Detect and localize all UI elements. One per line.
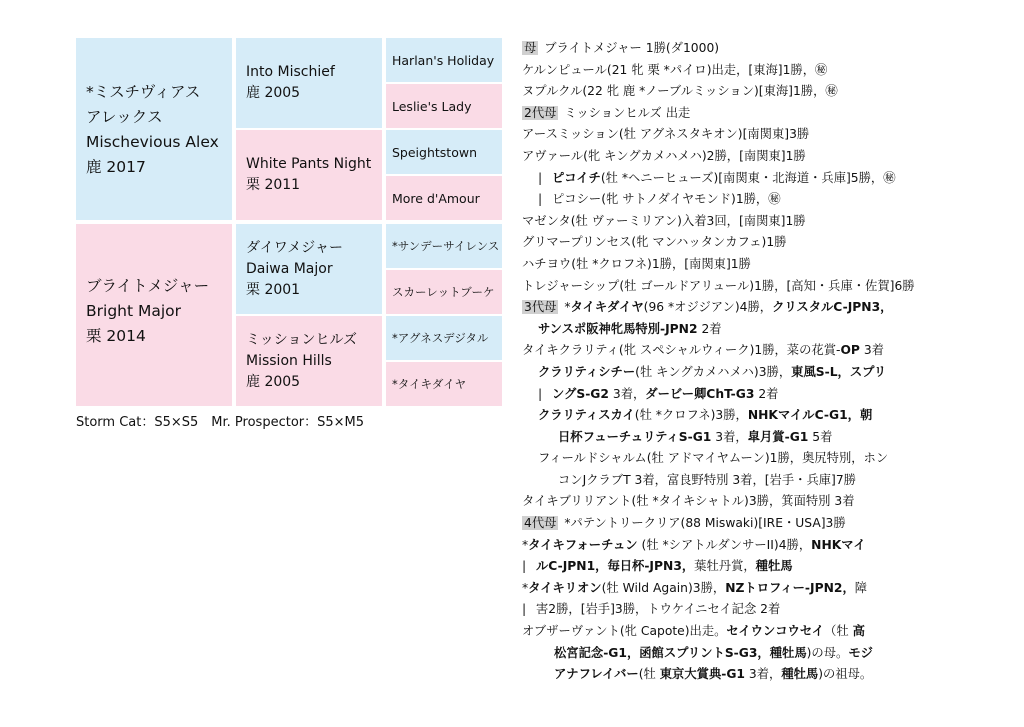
dam-name-en: Bright Major: [86, 302, 182, 320]
note-text: )の母。: [806, 645, 849, 660]
note-text: ケルンピュール(21 牝 栗 *パイロ)出走，[東海]1勝，㊙: [522, 62, 828, 77]
note-line: [522, 664, 954, 686]
note-text: セイウンコウセイ: [726, 624, 825, 639]
g3-cell-1: Harlan's Holiday: [386, 38, 502, 82]
note-text: NZトロフィー-JPN2，: [725, 580, 855, 595]
note-text: *: [522, 580, 529, 595]
g3-cell-8: *タイキダイヤ: [386, 362, 502, 406]
note-text: NHKマイルC-G1，朝: [747, 408, 873, 423]
note-text: グリマープリンセス(牝 マンハッタンカフェ)1勝: [522, 235, 787, 250]
note-line: [522, 470, 954, 492]
note-line: [522, 384, 954, 406]
dam-dam-name-jp: ミッションヒルズ: [246, 331, 358, 348]
note-text: オブザーヴァント(牝 Capote)出走。: [522, 624, 727, 639]
note-text: 葉牡丹賞，: [694, 559, 756, 574]
note-line: [522, 513, 954, 535]
inbreeding-note: Storm Cat：S5×S5 Mr. Prospector：S5×M5: [76, 415, 365, 430]
dam-name-jp: ブライトメジャー: [86, 277, 210, 295]
note-text: ピコイチ: [552, 170, 601, 185]
note-text: 種牡馬: [781, 667, 819, 682]
dam-dam-cell: [236, 316, 382, 406]
note-text: (牡 *シアトルダンサーII)4勝，: [637, 537, 812, 552]
sire-name-jp-2: アレックス: [86, 108, 163, 126]
note-text: タイキリオン: [528, 580, 602, 595]
note-text: (牡 *ヘニーヒューズ)[南関東・北海道・兵庫]5勝，㊙: [600, 170, 896, 185]
note-line: [522, 491, 954, 513]
note-text: 2着: [697, 321, 722, 336]
note-line: [522, 448, 954, 470]
note-line: [522, 254, 954, 276]
note-text: 種牡馬: [755, 559, 793, 574]
tree-bar: |: [522, 602, 527, 617]
note-line: [522, 168, 954, 190]
note-text: )の祖母。: [818, 667, 873, 682]
note-line: [522, 124, 954, 146]
note-line: [522, 621, 954, 643]
dam-cell: [76, 224, 232, 406]
sire-name-en: Mischevious Alex: [86, 133, 219, 151]
sire-dam-color-year: 栗 2011: [246, 177, 301, 193]
note-text: タイキブリリアント(牡 *タイキシャトル)3勝，箕面特別 3着: [522, 494, 855, 509]
note-line: [522, 297, 954, 319]
note-line: [522, 211, 954, 233]
note-text: 2着: [754, 386, 779, 401]
note-line: [522, 578, 954, 600]
note-text: タイキクラリティ(牝 スペシャルウィーク)1勝，菜の花賞-: [522, 343, 841, 358]
note-text: 3着: [859, 343, 884, 358]
note-text: 皐月賞-G1: [747, 429, 809, 444]
note-text: (96 *オジジアン)4勝，: [643, 300, 773, 315]
tree-bar: |: [538, 386, 543, 401]
sire-cell: [76, 38, 232, 220]
note-text: *: [560, 300, 571, 315]
sire-color-year: 鹿 2017: [86, 158, 146, 176]
dam-dam-name-en: Mission Hills: [246, 352, 332, 369]
note-text: アナフレイバー: [554, 667, 639, 682]
note-text: ミッションヒルズ 出走: [560, 105, 691, 120]
dam-sire-name-jp: ダイワメジャー: [246, 239, 344, 256]
note-text: OP: [840, 343, 860, 358]
g3-cell-6: スカーレットブーケ: [386, 270, 502, 314]
sire-sire-color-year: 鹿 2005: [246, 85, 301, 101]
note-text: マゼンタ(牡 ヴァーミリアン)入着3回，[南関東]1勝: [522, 213, 806, 228]
note-text: *: [522, 537, 529, 552]
note-text: モジ: [848, 645, 873, 660]
g3-cell-5: *サンデーサイレンス: [386, 224, 502, 268]
g3-cell-2: Leslie's Lady: [386, 84, 502, 128]
tree-bar: |: [538, 170, 543, 185]
note-text: クラリティスカイ: [538, 408, 635, 423]
note-text: タイキダイヤ: [570, 300, 644, 315]
note-text: アースミッション(牡 アグネスタキオン)[南関東]3勝: [522, 127, 810, 142]
note-text: (牡 キングカメハメハ)3勝，: [635, 364, 792, 379]
tree-bar: |: [522, 559, 527, 574]
g3-cell-7: *アグネスデジタル: [386, 316, 502, 360]
note-text: クラリティシチー: [538, 364, 636, 379]
note-line: [522, 146, 954, 168]
pedigree-table: [76, 38, 502, 406]
note-text: フィールドシャルム(牡 アドマイヤムーン)1勝，奥尻特別，ホン: [538, 451, 889, 466]
dam-sire-color-year: 栗 2001: [246, 281, 301, 298]
note-line: [522, 60, 954, 82]
note-line: [522, 276, 954, 298]
g3-cell-4: More d'Amour: [386, 176, 502, 220]
sire-dam-name: White Pants Night: [246, 156, 372, 172]
note-text: サンスポ阪神牝馬特別-JPN2: [538, 321, 698, 336]
note-text: 3着，: [711, 429, 748, 444]
note-text: 5着: [808, 429, 833, 444]
note-text: ピコシー(牝 サトノダイヤモンド)1勝，㊙: [552, 192, 781, 207]
note-line: [522, 81, 954, 103]
note-text: 日杯フューチュリティS-G1: [558, 429, 712, 444]
sire-sire-name: Into Mischief: [246, 64, 335, 80]
generation-label: 4代母: [524, 516, 557, 531]
note-line: [522, 189, 954, 211]
generation-label: 2代母: [524, 105, 557, 120]
note-line: [522, 103, 954, 125]
note-line: [522, 362, 954, 384]
note-line: [522, 232, 954, 254]
note-line: [522, 38, 954, 60]
note-line: [522, 556, 954, 578]
note-text: (牡 Wild Again)3勝，: [601, 580, 726, 595]
note-text: 3着，: [608, 386, 646, 401]
g3-cell-3: Speightstown: [386, 130, 502, 174]
note-text: クリスタルC-JPN3，: [772, 300, 893, 315]
note-text: NHKマイ: [811, 537, 866, 552]
note-text: (牡: [638, 667, 660, 682]
note-text: （牡: [824, 624, 853, 639]
note-text: 害2勝，[岩手]3勝，トウケイニセイ記念 2着: [536, 602, 781, 617]
generation-label: 母: [524, 41, 537, 55]
note-line: [522, 643, 954, 665]
dam-sire-name-en: Daiwa Major: [246, 260, 333, 277]
dam-dam-color-year: 鹿 2005: [246, 373, 301, 390]
note-text: ブライトメジャー 1勝(ダ1000): [540, 41, 720, 55]
note-line: [522, 599, 954, 621]
sire-dam-cell: [236, 130, 382, 220]
note-text: ングS-G2: [552, 386, 609, 401]
dam-sire-cell: [236, 224, 382, 314]
note-text: アヴァール(牝 キングカメハメハ)2勝，[南関東]1勝: [522, 148, 806, 163]
note-line: [522, 535, 954, 557]
sire-name-jp-1: *ミスチヴィアス: [86, 83, 201, 101]
note-text: ハチヨウ(牡 *クロフネ)1勝，[南関東]1勝: [522, 256, 751, 271]
note-text: 障: [854, 580, 868, 595]
note-text: ヌプルクル(22 牝 鹿 *ノーブルミッション)[東海]1勝，㊙: [522, 84, 838, 99]
note-text: (牡 *クロフネ)3勝，: [634, 408, 748, 423]
note-text: 東京大賞典-G1: [659, 667, 745, 682]
note-text: 3着，: [745, 667, 782, 682]
note-text: 東風S-L，スプリ: [791, 364, 887, 379]
note-text: 高: [852, 624, 865, 639]
note-text: ルC-JPN1，毎日杯-JPN3，: [536, 559, 695, 574]
sire-sire-cell: [236, 38, 382, 128]
note-text: 松宮記念-G1，函館スプリントS-G3，種牡馬: [554, 645, 807, 660]
note-line: [522, 427, 954, 449]
family-notes: [522, 38, 954, 686]
note-text: ダービー卿ChT-G3: [645, 386, 755, 401]
tree-bar: |: [538, 192, 543, 207]
note-line: [522, 340, 954, 362]
note-text: タイキフォーチュン: [528, 537, 638, 552]
note-text: コンJクラブT 3着，富良野特別 3着，[岩手・兵庫]7勝: [558, 472, 856, 487]
note-text: トレジャーシップ(牡 ゴールドアリュール)1勝，[高知・兵庫・佐賀]6勝: [522, 278, 915, 293]
dam-color-year: 栗 2014: [86, 327, 146, 345]
note-text: *パテントリークリア(88 Miswaki)[IRE・USA]3勝: [560, 516, 846, 531]
note-line: [522, 319, 954, 341]
generation-label: 3代母: [524, 300, 557, 315]
note-line: [522, 405, 954, 427]
